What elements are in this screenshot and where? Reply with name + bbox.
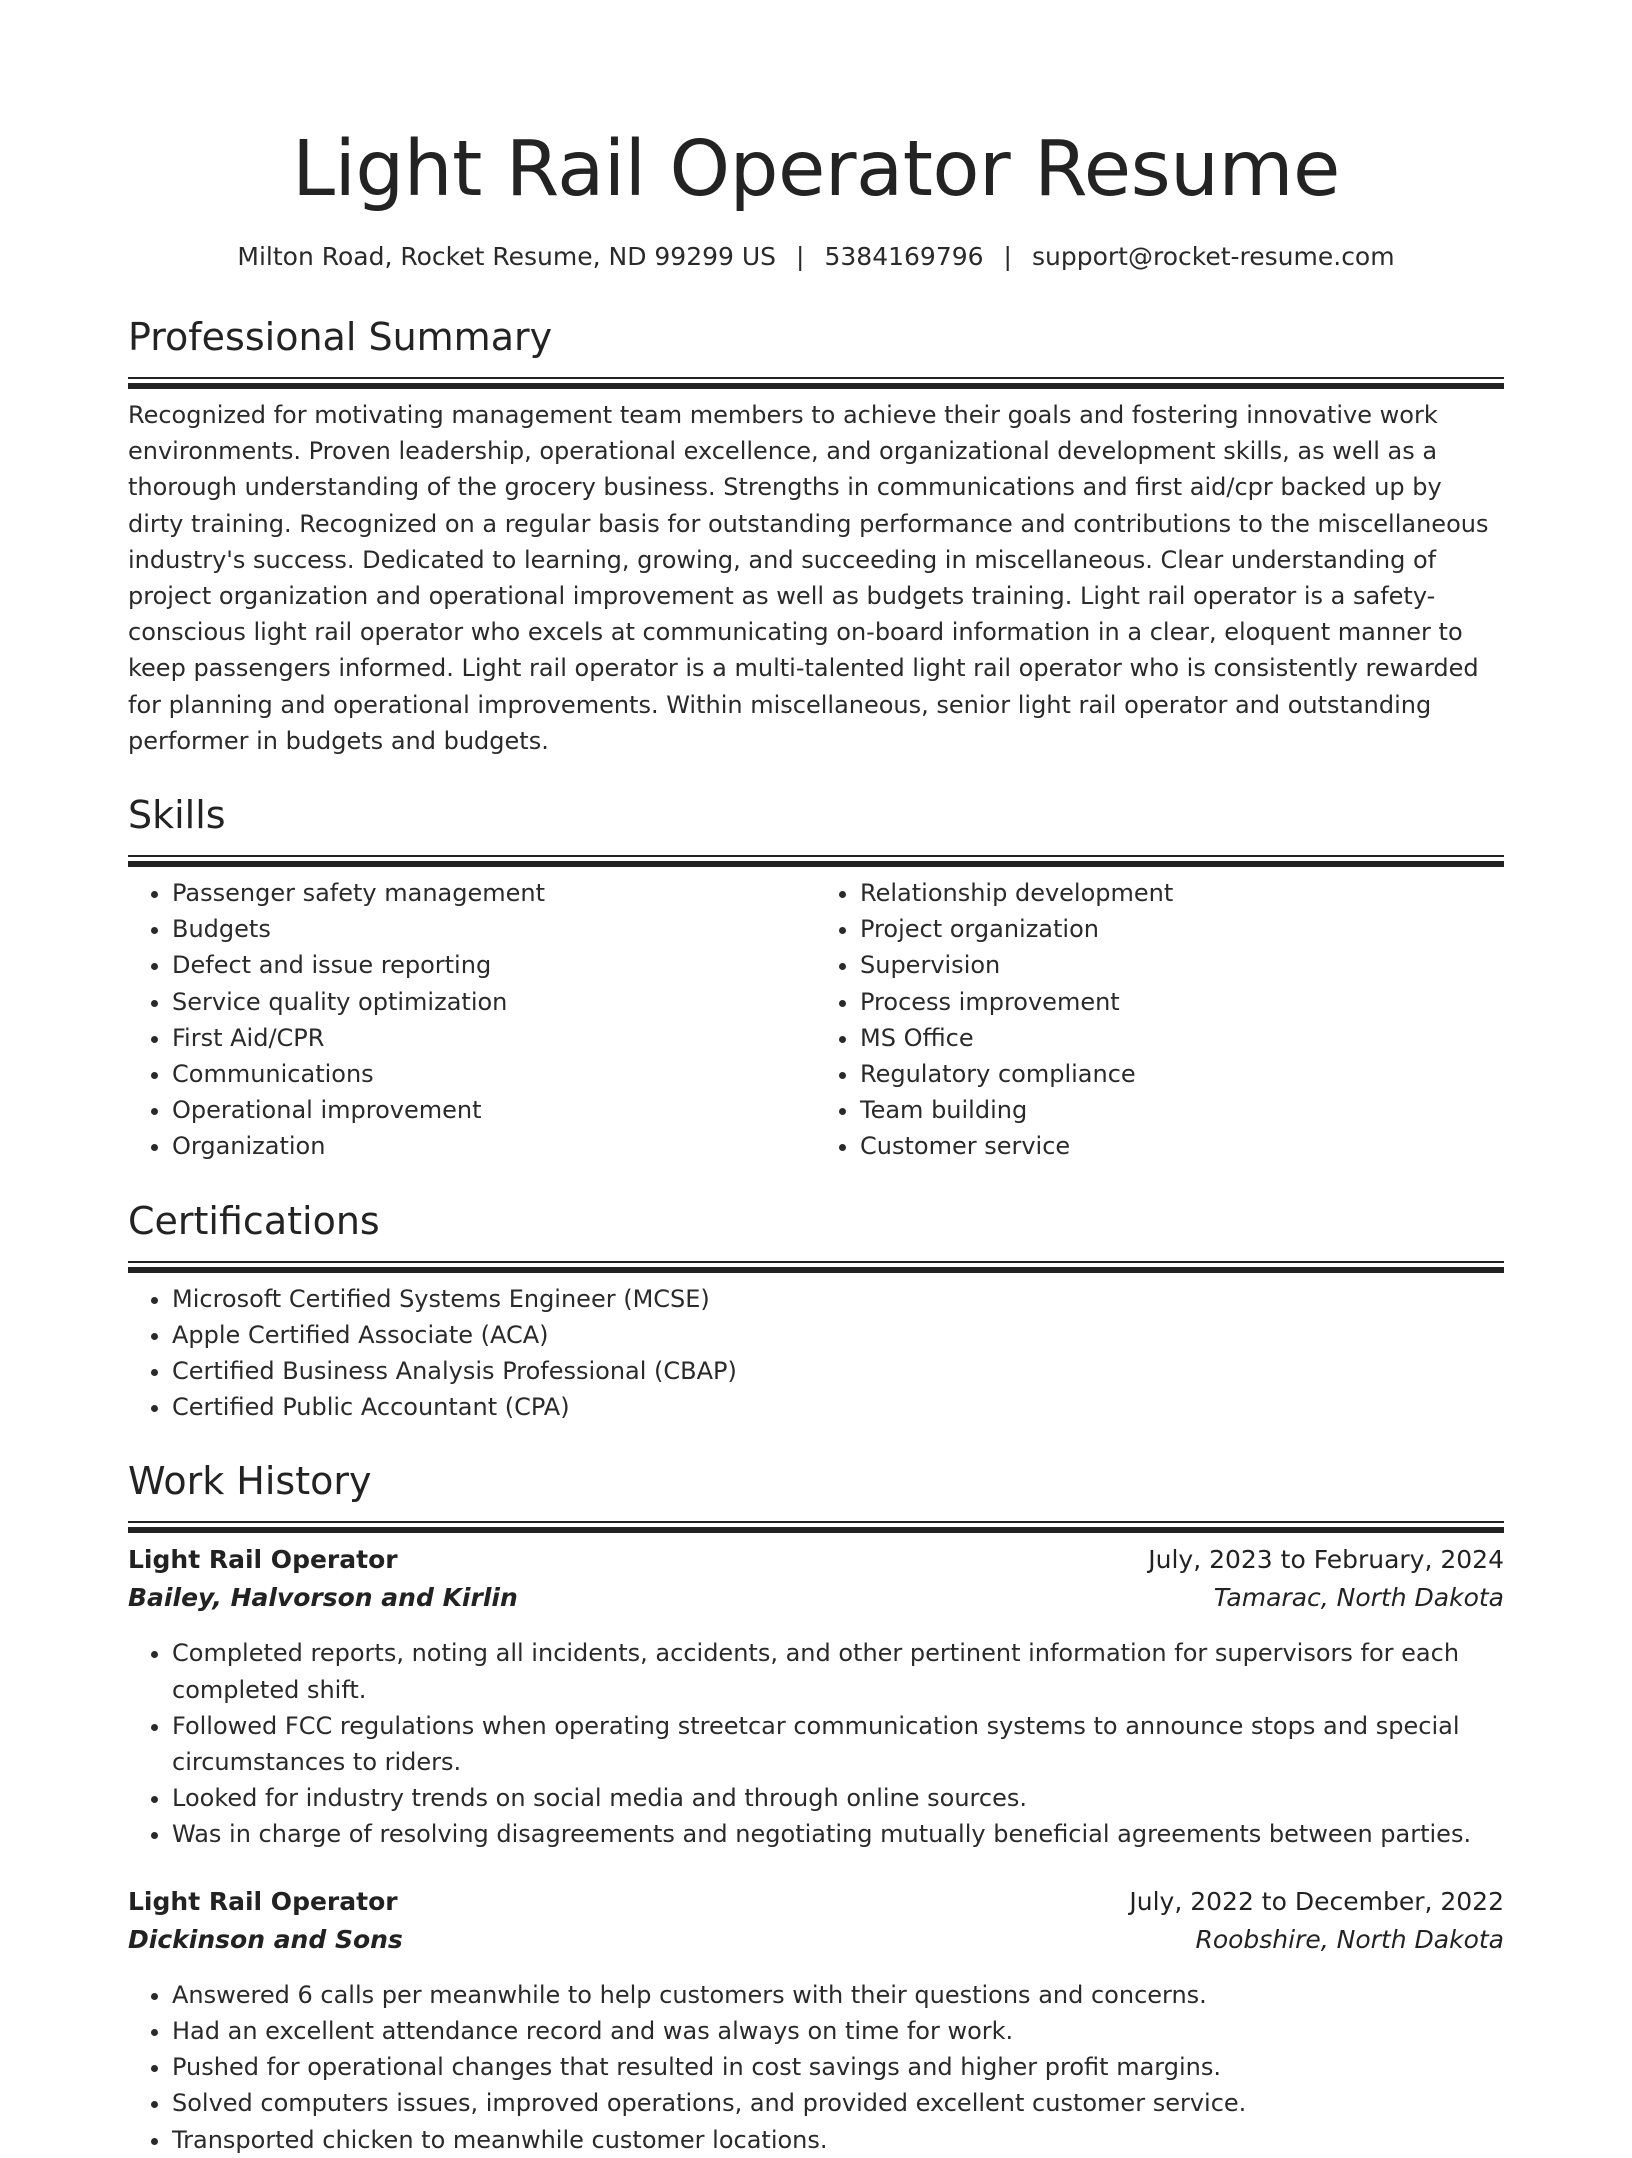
contact-separator: |: [796, 242, 805, 271]
job-title: Light Rail Operator: [128, 1886, 398, 1916]
job-duty: • Pushed for operational changes that resulted in cost savings and higher profit margins.: [172, 2049, 1504, 2085]
section-divider: [128, 377, 1504, 387]
job-dates: July, 2022 to December, 2022: [1129, 1886, 1504, 1916]
section-divider: [128, 855, 1504, 865]
skill-item: • Organization: [172, 1128, 816, 1164]
skills-section: [128, 789, 1504, 1165]
skill-item: • Regulatory compliance: [860, 1056, 1504, 1092]
job-duty: • Completed reports, noting all incidents, accidents, and other pertinent information for supervisors for each completed shift.: [172, 1635, 1504, 1707]
certification-item: • Certified Public Accountant (CPA): [172, 1389, 1504, 1425]
section-heading: Professional Summary: [128, 315, 553, 359]
job-header-row: [128, 1541, 1504, 1579]
job-company: Bailey, Halvorson and Kirlin: [128, 1583, 518, 1613]
job-duty: • Was in charge of resolving disagreements and negotiating mutually beneficial agreements between parties.: [172, 1816, 1504, 1852]
skill-item: • Service quality optimization: [172, 984, 816, 1020]
professional-summary-section: [128, 311, 1504, 759]
resume-content: [128, 118, 1504, 2158]
skill-item: • First Aid/CPR: [172, 1020, 816, 1056]
skill-item: • Operational improvement: [172, 1092, 816, 1128]
skill-item: • MS Office: [860, 1020, 1504, 1056]
job-subheader-row: [128, 1579, 1504, 1617]
section-heading: Skills: [128, 793, 226, 838]
contact-phone: 5384169796: [824, 242, 984, 271]
skill-item: • Passenger safety management: [172, 875, 816, 911]
certification-item: • Certified Business Analysis Professional (CBAP): [172, 1353, 1504, 1389]
job-company: Dickinson and Sons: [128, 1924, 403, 1954]
contact-email: support@rocket-resume.com: [1031, 242, 1395, 271]
job-duty: • Followed FCC regulations when operating streetcar communication systems to announce stops and special circumstances to riders.: [172, 1708, 1504, 1780]
skills-list-left: [128, 875, 816, 1165]
section-heading: Certifications: [128, 1198, 380, 1243]
work-history-section: [128, 1455, 1504, 2157]
skills-list-right: [816, 875, 1504, 1165]
job-duty: • Had an excellent attendance record and was always on time for work.: [172, 2013, 1504, 2049]
certifications-section: [128, 1195, 1504, 1426]
job-header-row: [128, 1883, 1504, 1921]
contact-line: [128, 239, 1504, 275]
resume-title: Light Rail Operator Resume: [292, 125, 1340, 214]
skill-item: • Relationship development: [860, 875, 1504, 911]
section-heading: Work History: [128, 1459, 372, 1504]
skills-columns: [128, 875, 1504, 1165]
section-divider: [128, 1521, 1504, 1531]
job-duties-list: [128, 1977, 1504, 2158]
contact-separator: |: [1003, 242, 1012, 271]
skill-item: • Budgets: [172, 911, 816, 947]
job-duties-list: [128, 1635, 1504, 1852]
certification-item: • Microsoft Certified Systems Engineer (MCSE): [172, 1281, 1504, 1317]
job-duty: • Looked for industry trends on social media and through online sources.: [172, 1780, 1504, 1816]
skill-item: • Customer service: [860, 1128, 1504, 1164]
summary-text: Recognized for motivating management team members to achieve their goals and fostering innovative work environments. Proven leadership, operational excellence, and organizational development skills, as well as a thorough understanding of the grocery business. Strengths in communications and first aid/cpr backed up by dirty training. Recognized on a regular basis for outstanding performance and contributions to the miscellaneous industry's success. Dedicated to learning, growing, and succeeding in miscellaneous. Clear understanding of project organization and operational improvement as well as budgets training. Light rail operator is a safety-conscious light rail operator who excels at communicating on-board information in a clear, eloquent manner to keep passengers informed. Light rail operator is a multi-talented light rail operator who is consistently rewarded for planning and operational improvements. Within miscellaneous, senior light rail operator and outstanding performer in budgets and budgets.: [128, 401, 1489, 755]
skill-item: • Supervision: [860, 947, 1504, 983]
skill-item: • Process improvement: [860, 984, 1504, 1020]
skill-item: • Team building: [860, 1092, 1504, 1128]
job-entry: [128, 1541, 1504, 1852]
job-duty: • Transported chicken to meanwhile customer locations.: [172, 2122, 1504, 2158]
section-divider: [128, 1261, 1504, 1271]
certifications-list: [128, 1281, 1504, 1426]
job-entry: [128, 1883, 1504, 2158]
job-location: Roobshire, North Dakota: [1195, 1924, 1504, 1954]
skill-item: • Defect and issue reporting: [172, 947, 816, 983]
job-duty: • Solved computers issues, improved operations, and provided excellent customer service.: [172, 2085, 1504, 2121]
job-location: Tamarac, North Dakota: [1213, 1583, 1504, 1613]
job-title: Light Rail Operator: [128, 1545, 398, 1575]
certification-item: • Apple Certified Associate (ACA): [172, 1317, 1504, 1353]
skill-item: • Communications: [172, 1056, 816, 1092]
job-dates: July, 2023 to February, 2024: [1148, 1545, 1504, 1575]
skill-item: • Project organization: [860, 911, 1504, 947]
job-subheader-row: [128, 1921, 1504, 1959]
job-duty: • Answered 6 calls per meanwhile to help customers with their questions and concerns.: [172, 1977, 1504, 2013]
contact-address: Milton Road, Rocket Resume, ND 99299 US: [237, 242, 777, 271]
